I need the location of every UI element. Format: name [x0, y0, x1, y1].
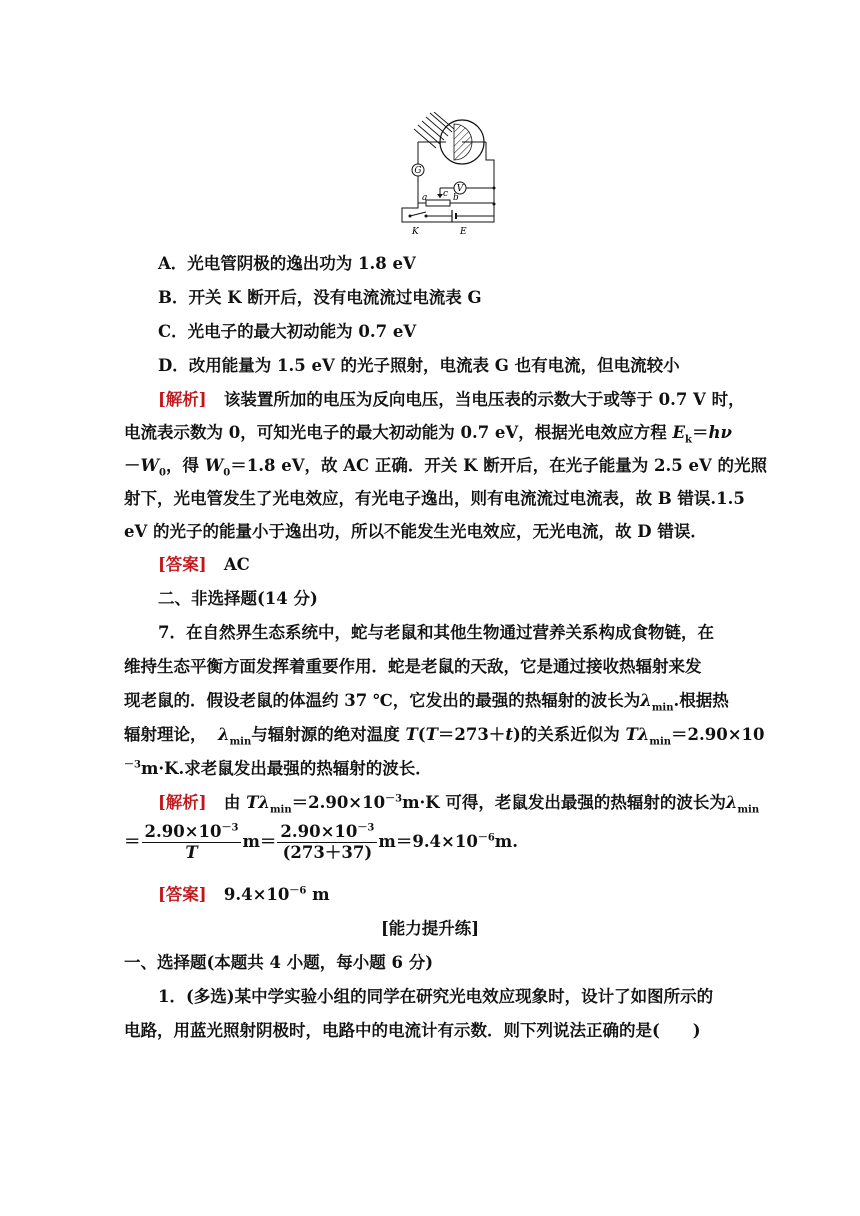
label-v: V — [456, 184, 464, 194]
label-e: E — [460, 227, 467, 237]
label-k: K — [412, 227, 419, 237]
q7-analysis-line-1: [解析] 由 $T\lambda_{min}=2.90\times 10^{-3}m\cdot K$ 可得，老鼠发出最强的热辐射的波长为$\lambda_{min}$ — [158, 793, 760, 816]
q6-analysis-line-4: 射下，光电管发生了光电效应，有光电子逸出，则有电流流过电流表，故 B 错误.1.5 — [124, 489, 745, 508]
q6-analysis-line-2: 电流表示数为 0，可知光电子的最大初动能为 0.7 eV，根据光电效应方程 $E_k=h\nu$ — [124, 423, 732, 446]
q7-line-4: 辐射理论， $\lambda_{min}$与辐射源的绝对温度 T(T＝273＋t)的关系近似为 $T\lambda_{min}=2.90\times 10$ — [124, 725, 765, 748]
q7-line-3: 现老鼠的．假设老鼠的体温约 37 ℃，它发出的最强的热辐射的波长为$\lambda_{min}$.根据热 — [124, 691, 729, 714]
analysis-tag: [解析] — [158, 390, 207, 409]
answer-tag: [答案] — [158, 555, 207, 574]
section-2-title: 二、非选择题(14 分) — [158, 589, 318, 608]
q7-analysis-formula: ＝ $\frac{2.90\times 10^{-3}}{T}$ m＝ $\frac{2.90\times 10^{-3}}{(273+37)}$ $m=9.4\times 10^{-6}m$. — [124, 822, 518, 862]
option-b: B．开关 K 断开后，没有电流流过电流表 G — [158, 288, 482, 307]
section-1-title: 一、选择题(本题共 4 小题，每小题 6 分) — [124, 953, 434, 972]
q7-answer: [答案] $9.4\times 10^{-6}$ m — [158, 885, 330, 904]
label-g: G — [414, 166, 422, 176]
fraction-2: $\frac{2.90\times 10^{-3}}{(273+37)}$ — [277, 822, 377, 863]
label-c: c — [443, 189, 449, 199]
light-rays — [414, 112, 454, 148]
label-a: a — [422, 193, 428, 203]
q7-line-1: 7．在自然界生态系统中，蛇与老鼠和其他生物通过营养关系构成食物链，在 — [158, 623, 714, 642]
fraction-1: $\frac{2.90\times 10^{-3}}{T}$ — [142, 822, 242, 863]
answer-tag: [答案] — [158, 885, 207, 904]
section-heading: [能力提升练] — [380, 919, 480, 938]
q6-analysis-line-3: $-W_0$，得 $W_0=1.8$ eV，故 AC 正确．开关 K 断开后，在光子能量为 2.5 eV 的光照 — [124, 456, 767, 479]
q1-line-1: 1．(多选)某中学实验小组的同学在研究光电效应现象时，设计了如图所示的 — [158, 987, 714, 1006]
q7-line-5: $^{-3}$m·K.求老鼠发出最强的热辐射的波长． — [124, 759, 432, 778]
q7-line-2: 维持生态平衡方面发挥着重要作用．蛇是老鼠的天敌，它是通过接收热辐射来发 — [124, 657, 702, 676]
q1-line-2: 电路，用蓝光照射阴极时，电路中的电流计有示数．则下列说法正确的是( ) — [124, 1021, 701, 1040]
rheostat — [426, 200, 450, 206]
q6-analysis-line-5: eV 的光子的能量小于逸出功，所以不能发生光电效应，无光电流，故 D 错误． — [124, 522, 707, 541]
option-c: C．光电子的最大初动能为 0.7 eV — [158, 322, 417, 341]
option-d: D．改用能量为 1.5 eV 的光子照射，电流表 G 也有电流，但电流较小 — [158, 356, 680, 375]
photoelectric-circuit-diagram — [396, 112, 502, 238]
analysis-tag: [解析] — [158, 793, 207, 812]
label-b: b — [453, 193, 459, 203]
q6-analysis-line-1: [解析] 该装置所加的电压为反向电压，当电压表的示数大于或等于 0.7 V 时， — [158, 390, 745, 409]
q6-answer: [答案] AC — [158, 555, 250, 574]
option-a: A．光电管阴极的逸出功为 1.8 eV — [158, 254, 416, 273]
switch-k — [410, 212, 426, 216]
